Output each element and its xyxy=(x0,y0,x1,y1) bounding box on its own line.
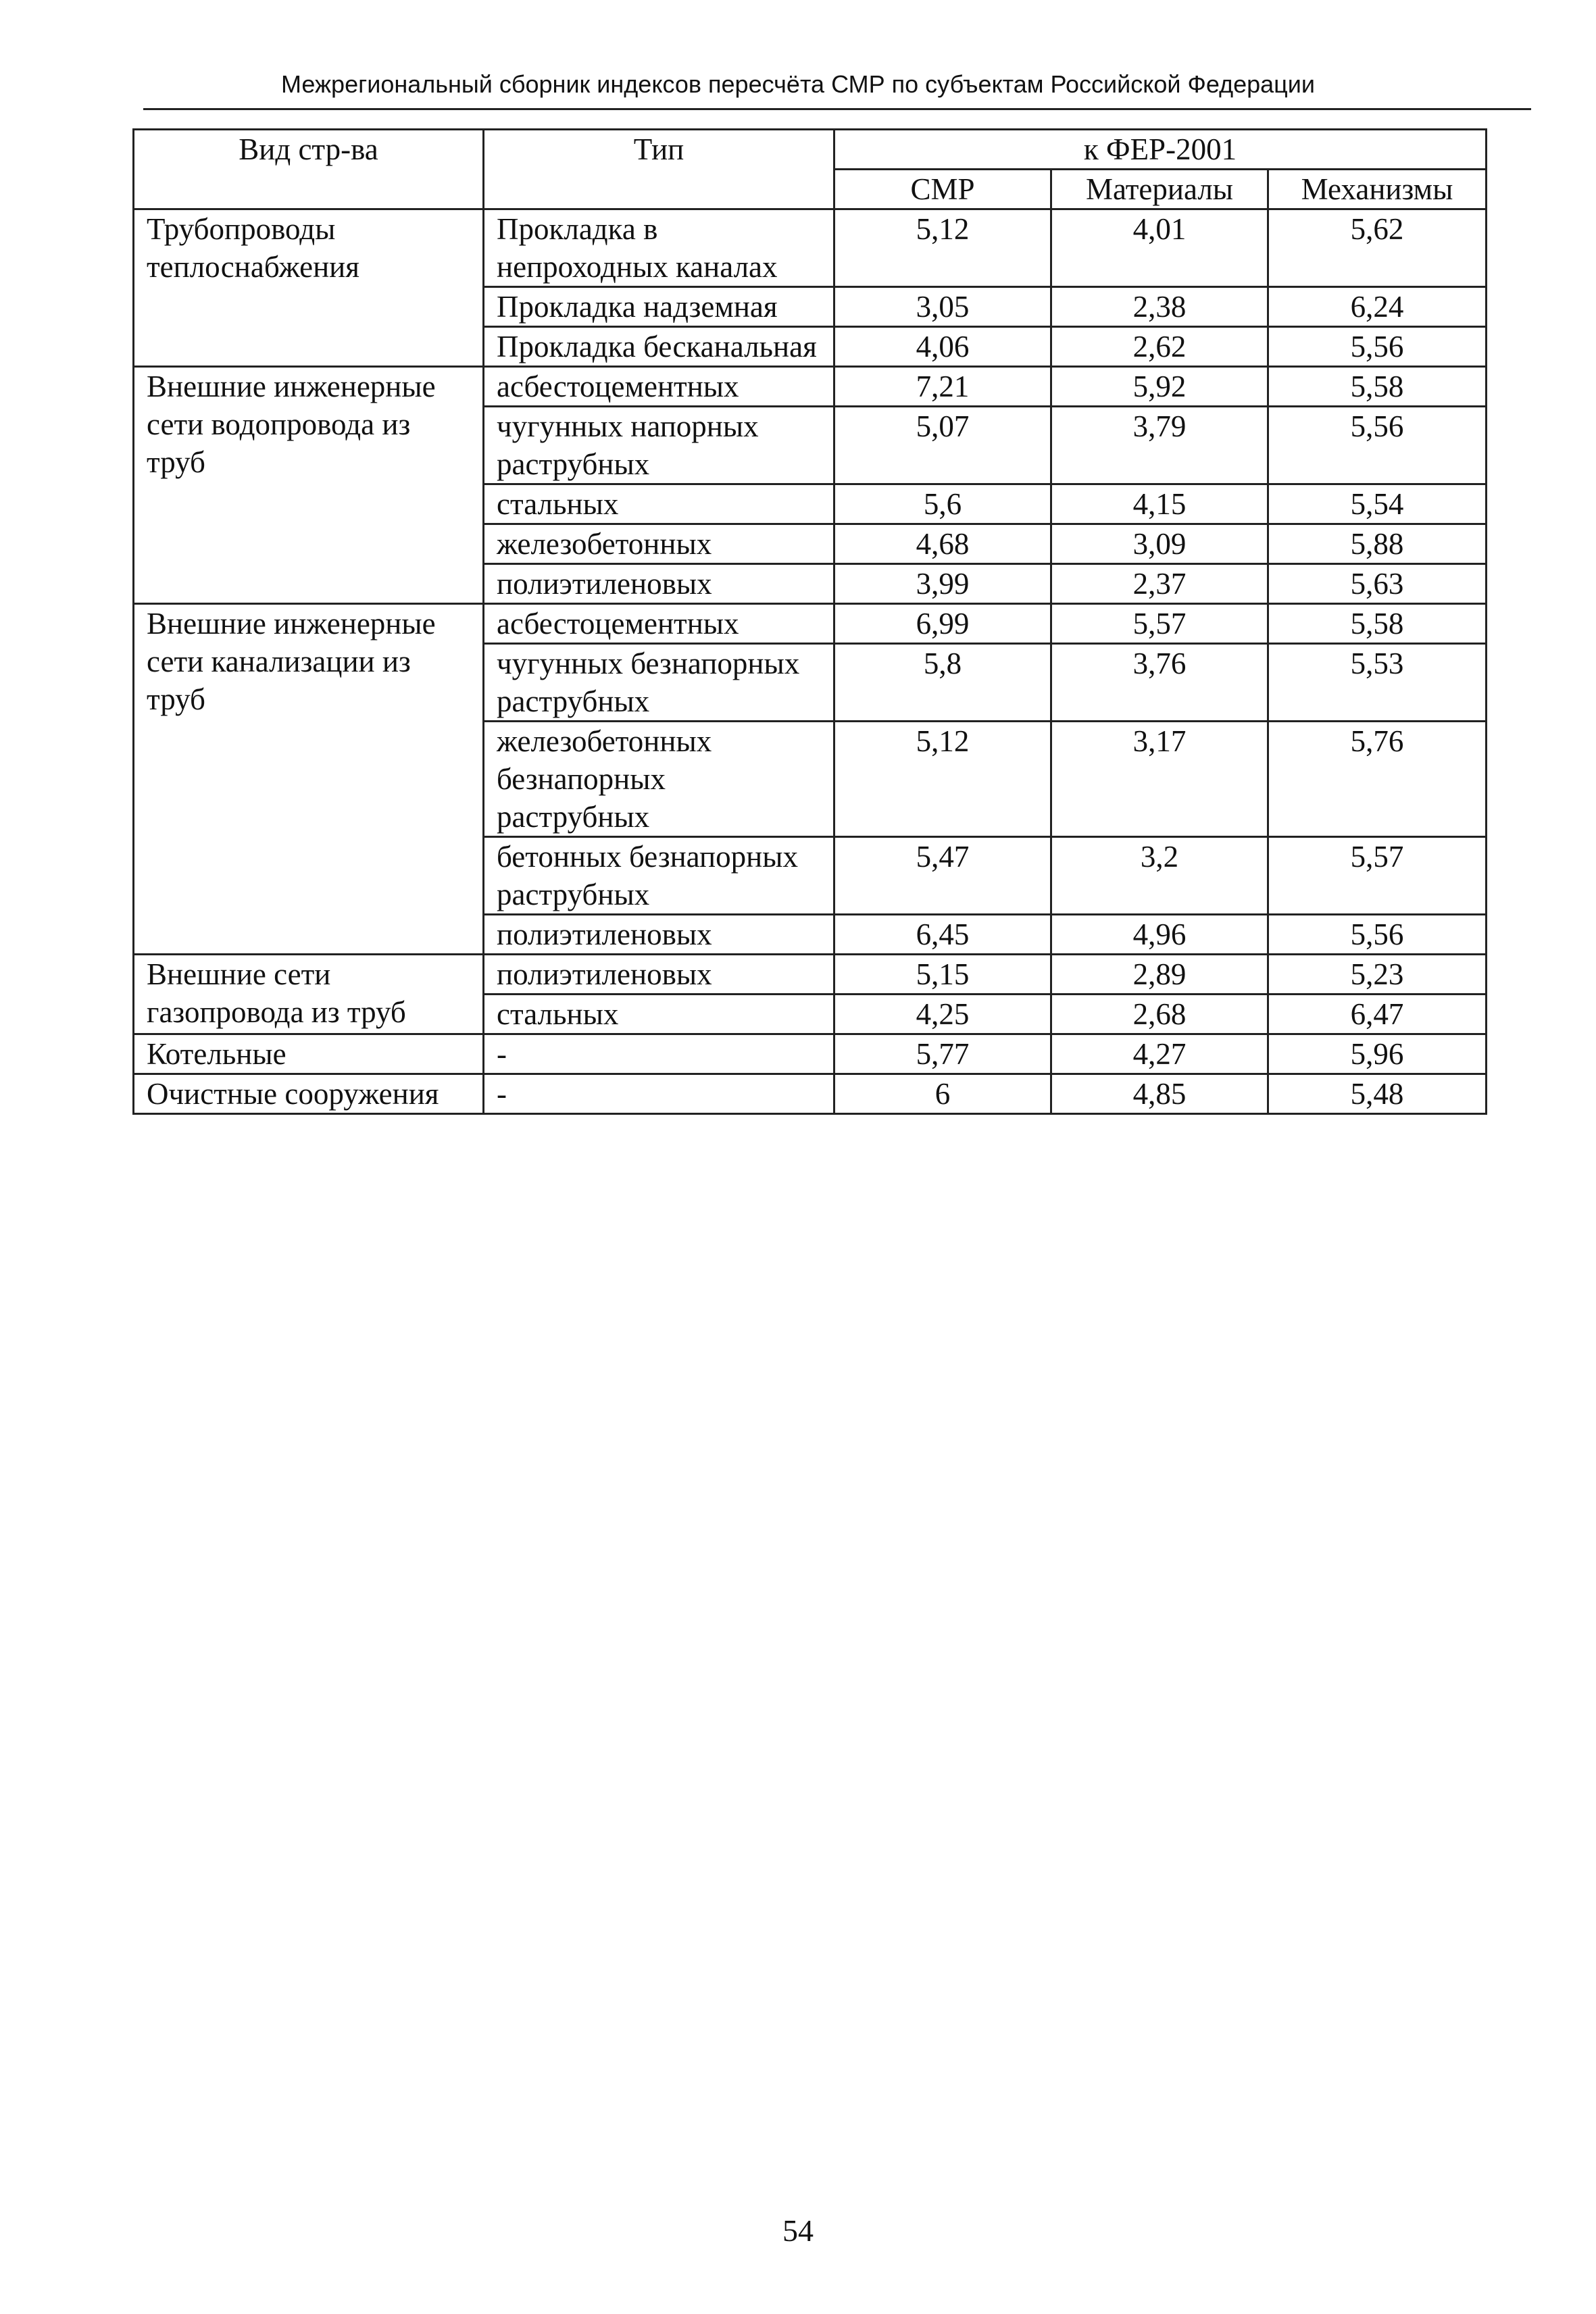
type-cell: бетонных безнапорных раструбных xyxy=(484,837,834,915)
machines-cell: 5,62 xyxy=(1268,209,1487,287)
smr-cell: 5,47 xyxy=(834,837,1051,915)
col-kind-header: Вид стр-ва xyxy=(134,130,484,209)
type-cell: Прокладка бесканальная xyxy=(484,327,834,367)
kind-cell: Очистные сооружения xyxy=(134,1074,484,1114)
header-rule xyxy=(143,108,1531,110)
index-table xyxy=(132,128,1487,1115)
materials-cell: 3,79 xyxy=(1051,407,1268,484)
machines-cell: 6,47 xyxy=(1268,995,1487,1034)
materials-cell: 2,62 xyxy=(1051,327,1268,367)
smr-cell: 6 xyxy=(834,1074,1051,1114)
materials-cell: 2,38 xyxy=(1051,287,1268,327)
machines-cell: 5,53 xyxy=(1268,644,1487,722)
table-row xyxy=(134,604,1487,644)
kind-cell: Трубопроводы теплоснабжения xyxy=(134,209,484,367)
materials-cell: 4,15 xyxy=(1051,484,1268,524)
type-cell: Прокладка надземная xyxy=(484,287,834,327)
machines-cell: 5,23 xyxy=(1268,955,1487,995)
materials-cell: 4,01 xyxy=(1051,209,1268,287)
smr-cell: 3,99 xyxy=(834,564,1051,604)
col-machines-header: Механизмы xyxy=(1268,170,1487,209)
materials-cell: 4,27 xyxy=(1051,1034,1268,1074)
smr-cell: 7,21 xyxy=(834,367,1051,407)
materials-cell: 4,85 xyxy=(1051,1074,1268,1114)
col-type-header: Тип xyxy=(484,130,834,209)
type-cell: асбестоцементных xyxy=(484,604,834,644)
smr-cell: 5,15 xyxy=(834,955,1051,995)
type-cell: Прокладка в непроходных каналах xyxy=(484,209,834,287)
table-row xyxy=(134,1034,1487,1074)
smr-cell: 5,8 xyxy=(834,644,1051,722)
running-header: Межрегиональный сборник индексов пересчёта СМР по субъектам Российской Федерации xyxy=(280,70,1316,98)
kind-cell: Внешние сети газопровода из труб xyxy=(134,955,484,1034)
smr-cell: 4,25 xyxy=(834,995,1051,1034)
col-smr-header: СМР xyxy=(834,170,1051,209)
table-row xyxy=(134,955,1487,995)
machines-cell: 6,24 xyxy=(1268,287,1487,327)
materials-cell: 5,92 xyxy=(1051,367,1268,407)
smr-cell: 6,45 xyxy=(834,915,1051,955)
machines-cell: 5,56 xyxy=(1268,915,1487,955)
table-row xyxy=(134,1074,1487,1114)
materials-cell: 2,89 xyxy=(1051,955,1268,995)
smr-cell: 6,99 xyxy=(834,604,1051,644)
smr-cell: 5,12 xyxy=(834,722,1051,837)
machines-cell: 5,76 xyxy=(1268,722,1487,837)
machines-cell: 5,88 xyxy=(1268,524,1487,564)
table-row xyxy=(134,367,1487,407)
type-cell: полиэтиленовых xyxy=(484,564,834,604)
machines-cell: 5,58 xyxy=(1268,367,1487,407)
machines-cell: 5,57 xyxy=(1268,837,1487,915)
smr-cell: 5,77 xyxy=(834,1034,1051,1074)
smr-cell: 3,05 xyxy=(834,287,1051,327)
machines-cell: 5,54 xyxy=(1268,484,1487,524)
machines-cell: 5,56 xyxy=(1268,407,1487,484)
materials-cell: 2,68 xyxy=(1051,995,1268,1034)
machines-cell: 5,63 xyxy=(1268,564,1487,604)
type-cell: полиэтиленовых xyxy=(484,915,834,955)
kind-cell: Внешние инженерные сети водопровода из труб xyxy=(134,367,484,604)
type-cell: - xyxy=(484,1034,834,1074)
smr-cell: 4,06 xyxy=(834,327,1051,367)
col-materials-header: Материалы xyxy=(1051,170,1268,209)
smr-cell: 5,12 xyxy=(834,209,1051,287)
smr-cell: 5,6 xyxy=(834,484,1051,524)
materials-cell: 3,17 xyxy=(1051,722,1268,837)
type-cell: - xyxy=(484,1074,834,1114)
smr-cell: 4,68 xyxy=(834,524,1051,564)
type-cell: полиэтиленовых xyxy=(484,955,834,995)
table-header xyxy=(134,130,1487,209)
type-cell: чугунных безнапорных раструбных xyxy=(484,644,834,722)
materials-cell: 3,09 xyxy=(1051,524,1268,564)
type-cell: железобетонных безнапорных раструбных xyxy=(484,722,834,837)
materials-cell: 2,37 xyxy=(1051,564,1268,604)
kind-cell: Котельные xyxy=(134,1034,484,1074)
table-body xyxy=(134,209,1487,1114)
materials-cell: 4,96 xyxy=(1051,915,1268,955)
type-cell: чугунных напорных раструбных xyxy=(484,407,834,484)
materials-cell: 3,76 xyxy=(1051,644,1268,722)
table-row xyxy=(134,209,1487,287)
col-group-header: к ФЕР-2001 xyxy=(834,130,1487,170)
materials-cell: 3,2 xyxy=(1051,837,1268,915)
machines-cell: 5,48 xyxy=(1268,1074,1487,1114)
page-number: 54 xyxy=(782,2213,814,2248)
kind-cell: Внешние инженерные сети канализации из труб xyxy=(134,604,484,955)
type-cell: асбестоцементных xyxy=(484,367,834,407)
type-cell: железобетонных xyxy=(484,524,834,564)
smr-cell: 5,07 xyxy=(834,407,1051,484)
machines-cell: 5,56 xyxy=(1268,327,1487,367)
machines-cell: 5,58 xyxy=(1268,604,1487,644)
machines-cell: 5,96 xyxy=(1268,1034,1487,1074)
type-cell: стальных xyxy=(484,995,834,1034)
materials-cell: 5,57 xyxy=(1051,604,1268,644)
type-cell: стальных xyxy=(484,484,834,524)
